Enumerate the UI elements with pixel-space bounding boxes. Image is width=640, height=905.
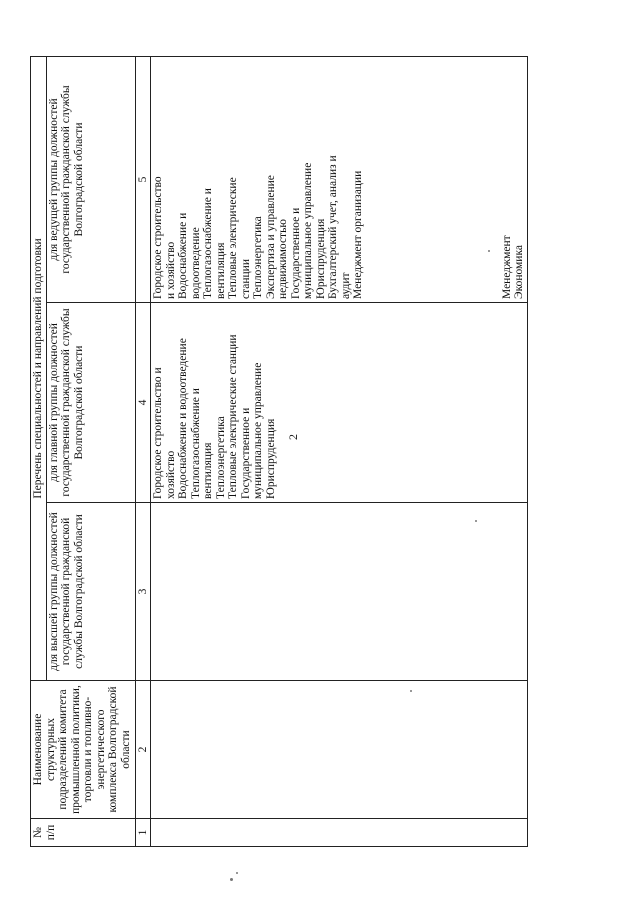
specialties-table [30,56,528,847]
column-number-5: 5 [135,56,151,302]
column-number-3: 3 [135,503,151,681]
scan-speck [475,520,477,522]
specialty-line: вентиляция [202,442,214,499]
specialty-line: Теплоэнергетика [214,416,227,499]
specialty-line: вентиляция [214,242,227,299]
specialty-line: и хозяйство [164,241,177,299]
col-highest-group-header: для высшей группы должностей государственной гражданской службы Волгоградской области [46,503,135,681]
col-main-group-header: для главной группы должностей государственной гражданской службы Волгоградской области [46,303,135,503]
specialty-line: Водоснабжение и водоотведение [177,338,189,499]
specialty-line: Юриспруденция [314,218,327,299]
specialty-line: муниципальное управление [252,362,264,499]
cell-highest-group [151,503,528,681]
specialty-line: Государственное и [289,207,302,299]
specialty-line: Теплогазоснабжение и [189,388,202,499]
page-number: 2 [286,434,300,440]
specialty-line: Теплогазоснабжение и [202,188,214,299]
cell-department [151,681,528,819]
specialty-line: Экспертиза и управление [264,175,277,299]
column-number-4: 4 [135,303,151,503]
specialty-line: недвижимостью [277,219,289,299]
specialty-line: Юриспруденция [264,418,277,499]
cell-leading-group-specialties [151,56,528,302]
specialty-line: Менеджмент организации [352,170,364,299]
column-numbers-row [135,56,151,846]
header-row-1 [31,56,47,846]
specialty-line: Бухгалтерский учет, анализ и [327,155,339,299]
specialty-line: Водоснабжение и [177,212,189,299]
column-number-1: 1 [135,819,151,847]
specialty-line: Городское строительство [152,176,164,299]
specialty-line: аудит [339,272,352,299]
extra-specialty-line: Менеджмент [500,235,513,299]
specialty-line: муниципальное управление [302,162,314,299]
specialty-line: Теплоэнергетика [252,216,264,299]
specialty-line: Городское строительство и [152,367,164,499]
scan-speck [410,690,412,692]
cell-number [151,819,528,847]
specialty-line: Государственное и [239,407,252,499]
scan-speck [488,250,490,252]
column-number-2: 2 [135,681,151,819]
extra-specialty-line: Экономика [513,245,525,299]
specialties-group-header: Перечень специальностей и направлений подготовки [31,56,47,680]
col-number-header: № п/п [31,819,136,847]
col-department-header: Наименование структурных подразделений комитета промышленной политики, торговли и топливно-энергетического комплекса Волгоградской области [31,681,136,819]
body-row [151,56,528,846]
specialty-line: Тепловые электрические станции [227,334,239,499]
specialty-line: хозяйство [164,450,177,499]
specialty-line: станции [239,259,252,299]
scan-speck [236,872,238,874]
specialty-line: Тепловые электрические [227,177,239,299]
cell-main-group-specialties [151,303,528,503]
col-leading-group-header: для ведущей группы должностей государственной гражданской службы Волгоградской области [46,56,135,302]
specialty-line: водоотведение [189,227,202,299]
scan-speck [230,878,233,881]
